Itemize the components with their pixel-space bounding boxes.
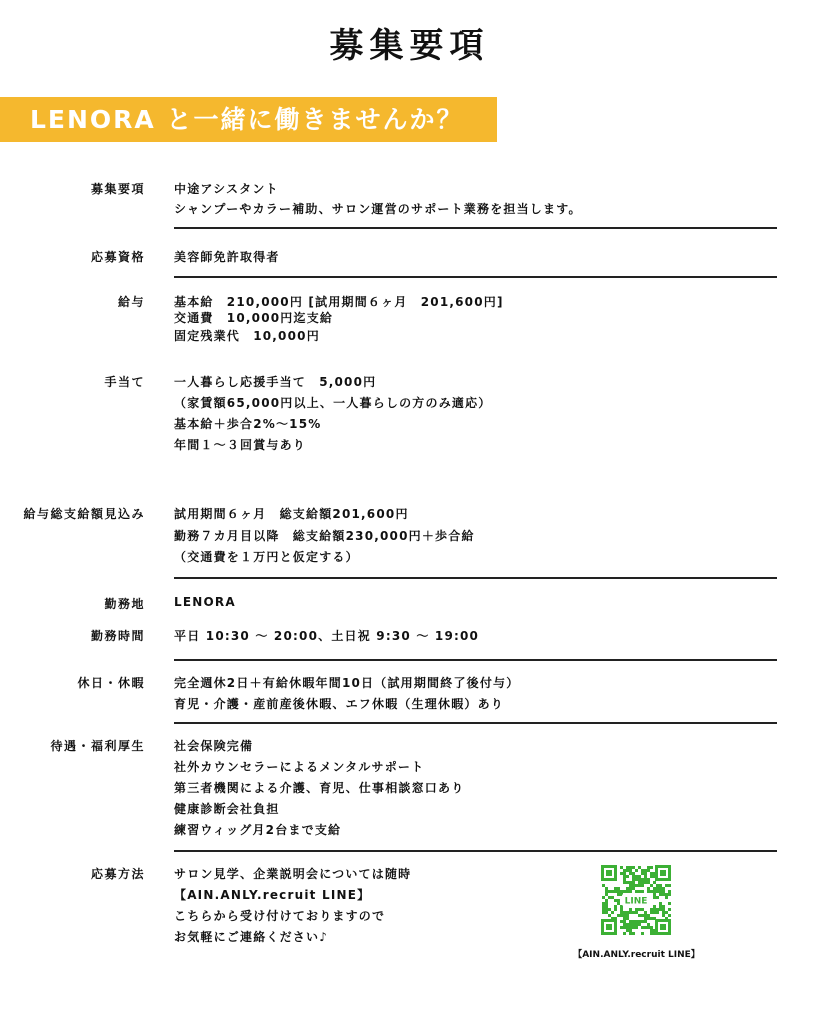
benefits-line-1: 社会保険完備 [174,739,254,753]
total-pay-line-2: 勤務７カ月目以降 総支給額230,000円＋歩合給 [174,529,475,543]
salary-line-1: 基本給 210,000円 [試用期間６ヶ月 201,600円] [174,295,504,309]
divider [174,659,777,661]
total-pay-line-1: 試用期間６ヶ月 総支給額201,600円 [174,507,409,521]
banner-headline: LENORA と一緒に働きませんか？ [0,97,497,142]
total-pay-label: 給与総支給額見込み [23,507,145,521]
qr-caption: 【AIN.ANLY.recruit LINE】 [573,950,700,960]
qr-badge-text: LINE [624,896,648,907]
salary-line-2: 交通費 10,000円迄支給 [174,311,334,325]
benefits-line-5: 練習ウィッグ月2台まで支給 [174,823,342,837]
allowances-line-2: （家賃額65,000円以上、一人暮らしの方のみ適応） [174,396,492,410]
benefits-label: 待遇・福利厚生 [50,739,145,753]
hours-label: 勤務時間 [90,629,145,643]
salary-label: 給与 [117,295,145,309]
benefits-line-2: 社外カウンセラーによるメンタルサポート [174,760,425,774]
line-qr-code-icon[interactable] [601,865,671,935]
divider [174,722,777,724]
allowances-line-4: 年間１〜３回賞与あり [174,438,307,452]
salary-line-3: 固定残業代 10,000円 [174,329,320,343]
position-label: 募集要項 [90,182,145,196]
apply-line-4: お気軽にご連絡ください♪ [174,930,329,944]
allowances-line-1: 一人暮らし応援手当て 5,000円 [174,375,377,389]
apply-line-2: 【AIN.ANLY.recruit LINE】 [174,888,371,902]
page-title: 募集要項 [329,26,490,66]
divider [174,850,777,852]
qualification-label: 応募資格 [90,250,145,264]
total-pay-line-3: （交通費を１万円と仮定する） [174,550,359,564]
apply-line-3: こちらから受け付けておりますので [174,909,386,923]
hours-line-1: 平日 10:30 〜 20:00、土日祝 9:30 〜 19:00 [174,629,480,643]
qualification-line-1: 美容師免許取得者 [174,250,280,264]
allowances-line-3: 基本給＋歩合2%〜15% [174,417,322,431]
position-line-2: シャンプーやカラー補助、サロン運営のサポート業務を担当します。 [174,202,582,216]
position-line-1: 中途アシスタント [174,182,279,196]
divider [174,577,777,579]
divider [174,227,777,229]
holidays-label: 休日・休暇 [77,676,145,690]
location-line-1: LENORA [174,595,236,609]
apply-line-1: サロン見学、企業説明会については随時 [174,867,412,881]
divider [174,276,777,278]
location-label: 勤務地 [104,597,145,611]
holidays-line-1: 完全週休2日＋有給休暇年間10日（試用期間終了後付与） [174,676,520,690]
benefits-line-4: 健康診断会社負担 [174,802,280,816]
allowances-label: 手当て [104,375,145,389]
apply-label: 応募方法 [90,867,145,881]
benefits-line-3: 第三者機関による介護、育児、仕事相談窓口あり [174,781,465,795]
holidays-line-2: 育児・介護・産前産後休暇、エフ休暇（生理休暇）あり [174,697,505,711]
